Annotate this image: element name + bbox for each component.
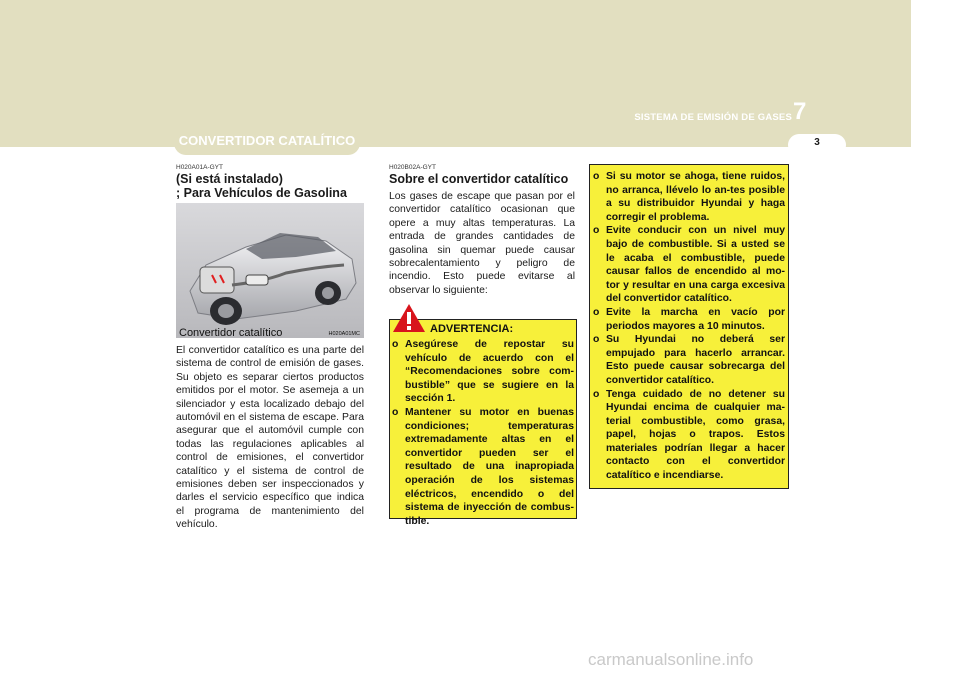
middle-column (389, 164, 575, 297)
middle-code: H020B02A-GYT (389, 164, 436, 171)
right-item-text: Su Hyundai no deberá ser empujado para hacerlo arrancar. Esto puede causar sobrecarga del convertidor catalítico. (606, 334, 785, 386)
middle-heading: Sobre el convertidor catalítico (389, 172, 569, 186)
bullet: o (593, 388, 600, 400)
bullet: o (392, 406, 399, 418)
car-photo (176, 203, 364, 338)
bullet: o (593, 225, 600, 237)
section-title: CONVERTIDOR CATALÍTICO (178, 133, 356, 148)
photo-code: H020A01MC (328, 331, 360, 337)
right-item (593, 306, 785, 333)
right-item-text: Evite la marcha en vacío por periodos mayores a 10 minutos. (606, 306, 785, 332)
middle-body: Los gases de escape que pasan por el convertidor catalítico ocasionan que opere a muy altas temperaturas. La entrada de grandes cantidades de gasolina sin quemar puede causar sobrecalentamiento y peligro de incendio. Esto puede evitarse al observar lo siguiente: (389, 191, 575, 296)
chapter-number: 7 (793, 98, 807, 125)
warning-list (392, 338, 574, 528)
warning-item-text: Asegúrese de repostar su vehículo de acuerdo con el “Recomendaciones sobre com-bustible” que se sugiere en la sección 1. (405, 339, 574, 405)
header-band (0, 0, 911, 147)
left-heading-line1: (Si está instalado) (176, 172, 283, 186)
warning-icon (392, 303, 426, 333)
bullet: o (593, 171, 600, 182)
warning-item (392, 338, 574, 406)
left-heading-line2: ; Para Vehículos de Gasolina (176, 186, 347, 200)
right-item (593, 170, 785, 224)
warning-title: ADVERTENCIA: (430, 323, 514, 335)
page-number: 3 (814, 137, 820, 148)
bullet: o (593, 306, 600, 318)
warning-item (392, 406, 574, 528)
photo-caption: Convertidor catalítico (179, 327, 283, 338)
warning-item-text: Mantener su motor en buenas condiciones; temperaturas extremadamente altas en el convertidor pueden ser el resultado de una inapropiada operación de los sistemas eléctricos, encendido o del sistema de inyección de combus-tible. (405, 406, 574, 527)
left-code: H020A01A-GYT (176, 164, 223, 171)
car-illustration (176, 203, 364, 338)
left-body: El convertidor catalítico es una parte del sistema de control de emisión de gases. Su objeto es separar ciertos productos emitidos por el motor. Se asemeja a un silenciador y esta localizado debajo del automóvil en el sistema de escape. Para asegurar que el automóvil cumple con todas las regulaciones aplicables al control de emisiones, el convertidor catalítico y el sistema de control de emisiones deben ser inspeccionados y darles el servicio específico que indica el programa de mantenimiento del vehículo. (176, 345, 364, 531)
chapter-label: SISTEMA DE EMISIÓN DE GASES (634, 112, 792, 123)
bullet: o (392, 339, 399, 350)
right-item-text: Si su motor se ahoga, tiene ruidos, no arranca, llévelo lo an-tes posible a su distribuidor Hyundai y haga corregir el problema. (606, 171, 785, 223)
right-item (593, 333, 785, 387)
right-item-text: Evite conducir con un nivel muy bajo de combustible. Si a usted se le acaba el combustible, puede causar fallos de encendido al mo-tor y resultar en una carga excesiva del convertidor catalítico. (606, 225, 785, 305)
right-list (593, 170, 785, 483)
right-item (593, 224, 785, 306)
right-item-text: Tenga cuidado de no detener su Hyundai encima de cualquier ma-terial combustible, como grasa, papel, hojas o trapos. Estos materiales podrían llegar a hacer contacto con el convertidor catalítico e incendiarse. (606, 388, 785, 482)
right-item (593, 388, 785, 483)
watermark: carmanualsonline.info (588, 650, 754, 669)
bullet: o (593, 334, 600, 346)
